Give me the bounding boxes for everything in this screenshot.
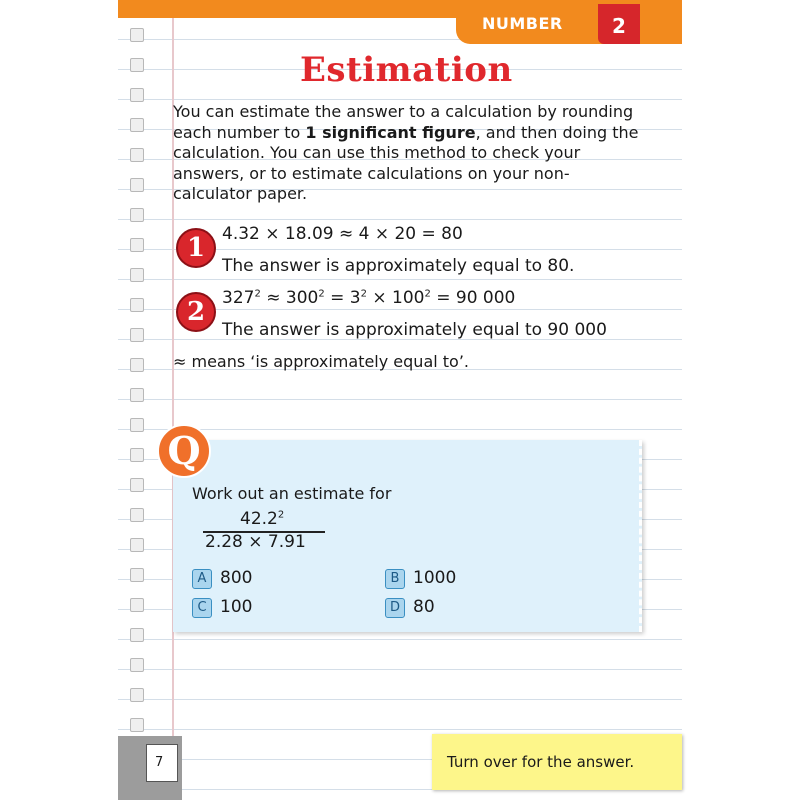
binder-hole	[130, 568, 144, 582]
intro-bold-text: 1 significant figure	[305, 122, 476, 142]
page-number: 7	[155, 755, 164, 770]
example-badge-2: 2	[176, 292, 216, 332]
example-1-calculation: 4.32 × 18.09 ≈ 4 × 20 = 80	[222, 224, 463, 244]
binder-hole	[130, 418, 144, 432]
binder-hole	[130, 28, 144, 42]
binder-hole	[130, 598, 144, 612]
binder-hole	[130, 718, 144, 732]
option-c-button[interactable]: C	[192, 598, 212, 618]
option-a-button[interactable]: A	[192, 569, 212, 589]
binder-hole	[130, 688, 144, 702]
calc-exponent: 2	[254, 288, 261, 300]
calc-exponent: 2	[360, 288, 367, 300]
page-title: Estimation	[300, 50, 513, 90]
binder-hole	[130, 298, 144, 312]
calc-term: × 100	[366, 288, 425, 308]
calc-exponent: 2	[424, 288, 431, 300]
option-a-value: 800	[220, 568, 253, 588]
calc-term: = 90 000	[430, 288, 516, 308]
binder-hole	[130, 88, 144, 102]
turn-over-text: Turn over for the answer.	[447, 753, 635, 771]
binder-hole	[130, 328, 144, 342]
calc-exponent: 2	[318, 288, 325, 300]
binder-hole	[130, 58, 144, 72]
calc-term: = 3	[324, 288, 361, 308]
example-badge-1: 1	[176, 228, 216, 268]
numerator-value: 42.2	[240, 509, 278, 529]
option-d-button[interactable]: D	[385, 598, 405, 618]
binder-hole	[130, 148, 144, 162]
calc-term: ≈ 300	[260, 288, 319, 308]
calc-term: 327	[222, 288, 255, 308]
fraction-numerator	[240, 509, 284, 529]
question-prompt: Work out an estimate for	[192, 484, 392, 503]
option-d-value: 80	[413, 597, 435, 617]
binder-hole	[130, 448, 144, 462]
binder-hole	[130, 208, 144, 222]
binder-hole	[130, 538, 144, 552]
binder-hole	[130, 268, 144, 282]
intro-text: You can estimate the answer to a calculation by rounding each number to	[173, 102, 634, 142]
section-label: NUMBER	[482, 14, 563, 33]
binder-hole	[130, 508, 144, 522]
chapter-number: 2	[598, 4, 640, 44]
binder-hole	[130, 478, 144, 492]
option-c-value: 100	[220, 597, 253, 617]
example-1-answer: The answer is approximately equal to 80.	[222, 256, 575, 276]
binder-hole	[130, 118, 144, 132]
binder-hole	[130, 178, 144, 192]
binder-hole	[130, 628, 144, 642]
approx-note: ≈ means ‘is approximately equal to’.	[173, 352, 470, 371]
intro-paragraph	[173, 102, 643, 205]
binder-hole	[130, 658, 144, 672]
fraction-denominator: 2.28 × 7.91	[205, 532, 306, 552]
question-icon: Q	[157, 424, 211, 478]
option-b-value: 1000	[413, 568, 457, 588]
binder-holes	[130, 0, 146, 800]
numerator-exponent: 2	[277, 509, 285, 521]
example-2-calculation	[222, 288, 515, 308]
example-2-answer: The answer is approximately equal to 90 000	[222, 320, 607, 340]
intro-text-end: , and then doing the calculation. You can use this method to check your answers, or to estimate calculations on your non-calculator paper.	[173, 122, 639, 203]
option-b-button[interactable]: B	[385, 569, 405, 589]
binder-hole	[130, 388, 144, 402]
binder-hole	[130, 238, 144, 252]
binder-hole	[130, 358, 144, 372]
